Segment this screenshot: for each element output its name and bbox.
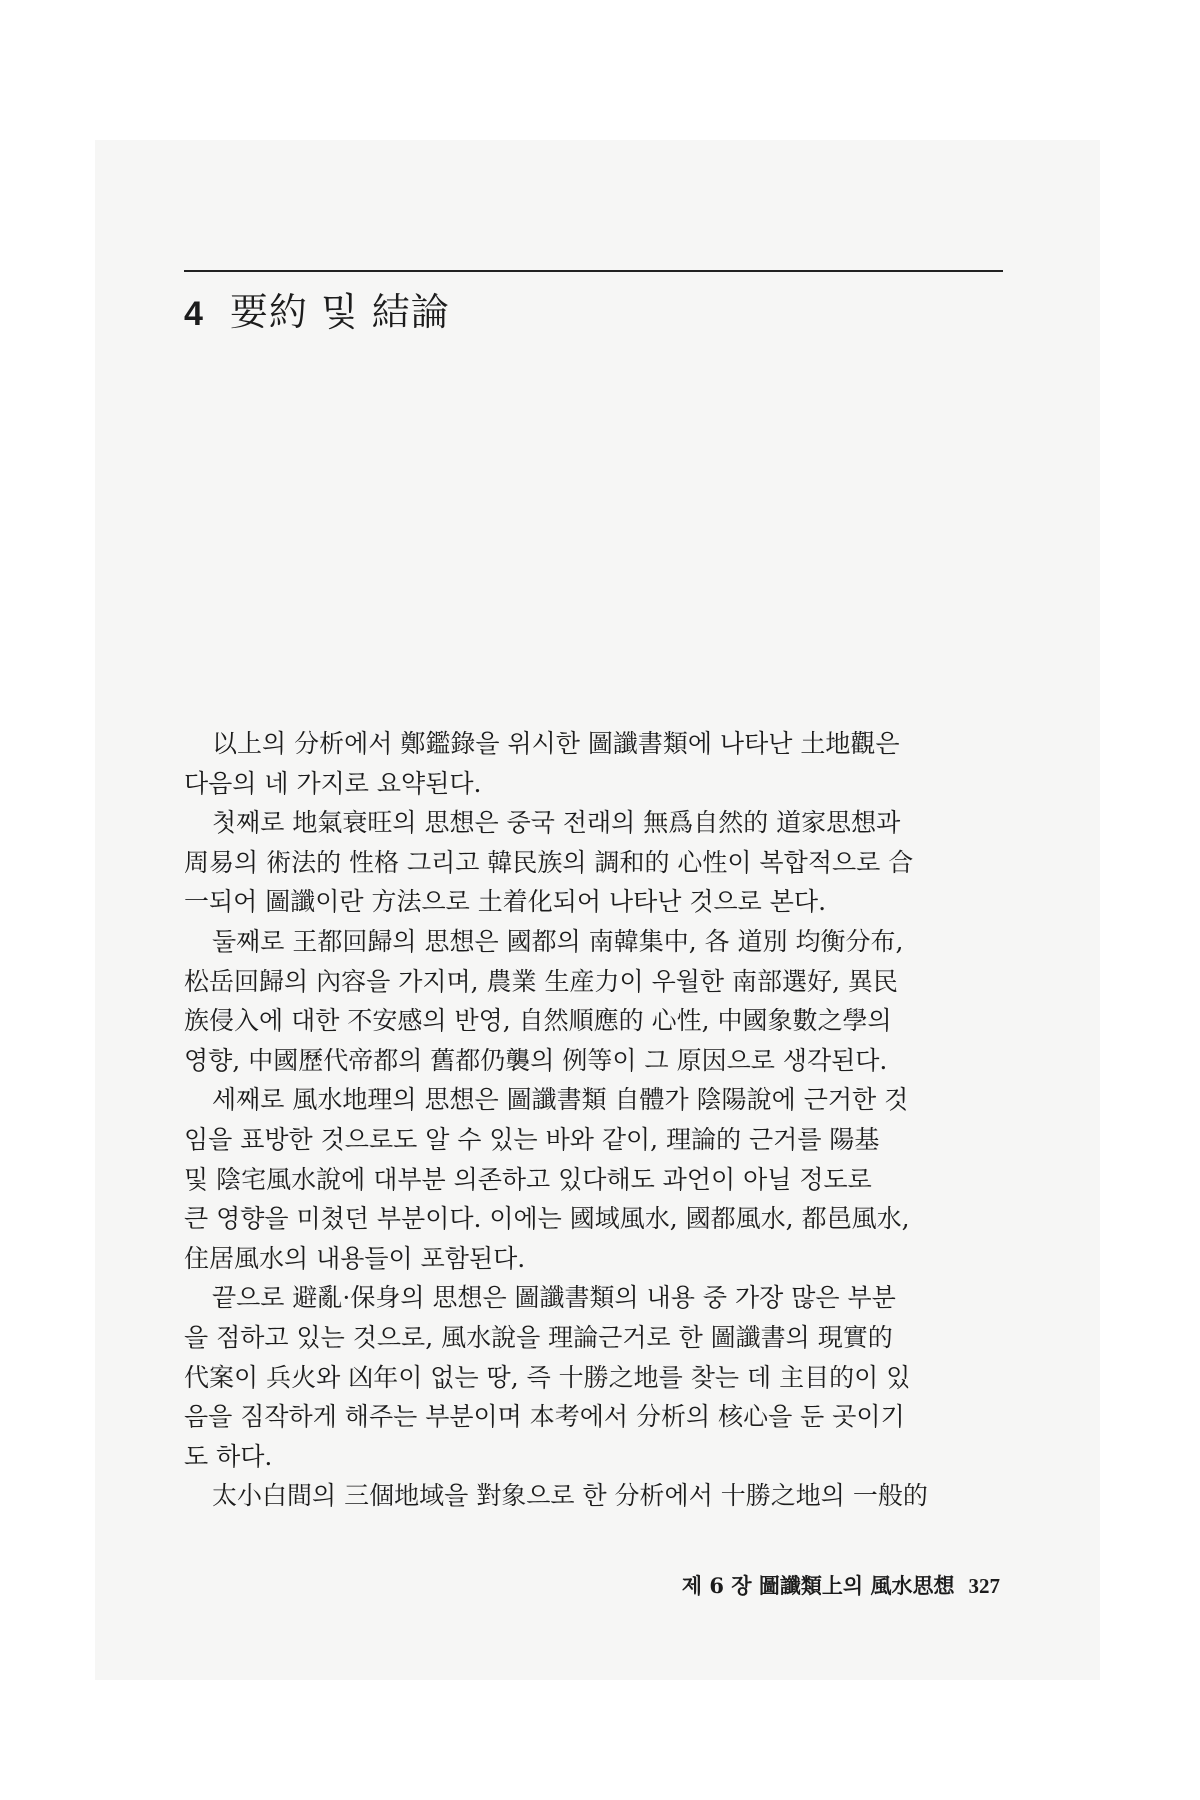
body-line: 松岳回歸의 內容을 가지며, 農業 生産力이 우월한 南部選好, 異民: [184, 966, 898, 996]
body-line: 族侵入에 대한 不安感의 반영, 自然順應的 心性, 中國象數之學의: [184, 1006, 892, 1036]
body-line: 첫째로 地氣衰旺의 思想은 중국 전래의 無爲自然的 道家思想과: [212, 808, 901, 838]
body-line: 둘째로 王都回歸의 思想은 國都의 南韓集中, 各 道別 均衡分布,: [212, 926, 904, 956]
body-line: 도 하다.: [184, 1441, 273, 1471]
body-line: 및 陰宅風水說에 대부분 의존하고 있다해도 과언이 아닐 정도로: [184, 1164, 872, 1194]
body-line: 以上의 分析에서 鄭鑑錄을 위시한 圖讖書類에 나타난 土地觀은: [212, 729, 900, 758]
page-number: 327: [968, 1574, 1000, 1598]
body-line: 끝으로 避亂·保身의 思想은 圖讖書類의 내용 중 가장 많은 부분: [212, 1283, 896, 1313]
section-number: 4: [184, 295, 204, 333]
body-line: 太小白間의 三個地域을 對象으로 한 分析에서 十勝之地의 一般的: [212, 1481, 928, 1511]
body-line: 을 점하고 있는 것으로, 風水說을 理論근거로 한 圖讖書의 現實的: [184, 1322, 893, 1352]
body-line: 큰 영향을 미쳤던 부분이다. 이에는 國域風水, 國都風水, 都邑風水,: [184, 1204, 910, 1234]
body-line: 代案이 兵火와 凶年이 없는 땅, 즉 十勝之地를 찾는 데 主目的이 있: [184, 1362, 911, 1392]
section-divider: [184, 270, 1003, 272]
body-line: 영향, 中國歷代帝都의 舊都仍襲의 例等이 그 原因으로 생각된다.: [184, 1045, 888, 1075]
section-title: 要約 및 結論: [229, 290, 450, 334]
body-line: 一되어 圖讖이란 方法으로 土着化되어 나타난 것으로 본다.: [184, 887, 827, 917]
running-footer: [600, 1568, 1000, 1604]
chapter-title: 제 6 장 圖讖類上의 風水思想: [681, 1573, 955, 1598]
body-line: 周易의 術法的 性格 그리고 韓民族의 調和的 心性이 복합적으로 合: [184, 847, 914, 877]
body-line: 임을 표방한 것으로도 알 수 있는 바와 같이, 理論的 근거를 陽基: [184, 1124, 880, 1154]
body-text: [184, 724, 1014, 1516]
section-heading: [184, 284, 450, 342]
body-line: 다음의 네 가지로 요약된다.: [184, 768, 482, 798]
body-line: 住居風水의 내용들이 포함된다.: [184, 1243, 526, 1273]
body-line: 음을 짐작하게 해주는 부분이며 本考에서 分析의 核心을 둔 곳이기: [184, 1402, 905, 1432]
body-line: 세째로 風水地理의 思想은 圖讖書類 自體가 陰陽說에 근거한 것: [212, 1085, 909, 1115]
